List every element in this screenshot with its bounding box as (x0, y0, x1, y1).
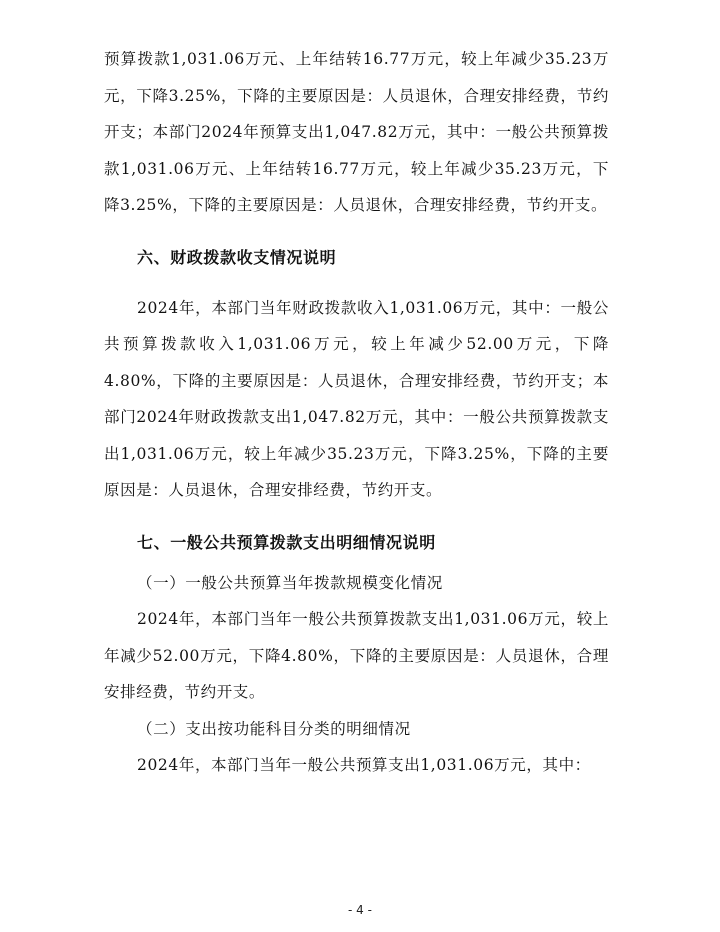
document-page (104, 0, 609, 784)
paragraph-subsection-2: 2024年，本部门当年一般公共预算支出1,031.06万元，其中： (137, 756, 591, 774)
section-heading-6: 六、财政拨款收支情况说明 (137, 247, 337, 267)
paragraph-continuation: 预算拨款1,031.06万元、上年结转16.77万元，较上年减少35.23万元，下降3.25%，下降的主要原因是：人员退休，合理安排经费，节约开支；本部门2024年预算支出1,047.82万元，其中：一般公共预算拨款1,031.06万元、上年结转16.77万元，较上年减少35.23万元，下降3.25%，下降的主要原因是：人员退休，合理安排经费，节约开支。 (104, 50, 609, 214)
section-heading-7: 七、一般公共预算拨款支出明细情况说明 (137, 532, 436, 552)
paragraph-section-6: 2024年，本部门当年财政拨款收入1,031.06万元，其中：一般公共预算拨款收入1,031.06万元，较上年减少52.00万元，下降4.80%，下降的主要原因是：人员退休，合理安排经费，节约开支；本部门2024年财政拨款支出1,047.82万元，其中：一般公共预算拨款支出1,031.06万元，较上年减少35.23万元，下降3.25%，下降的主要原因是：人员退休，合理安排经费，节约开支。 (104, 298, 609, 499)
paragraph-subsection-1: 2024年，本部门当年一般公共预算拨款支出1,031.06万元，较上年减少52.00万元，下降4.80%，下降的主要原因是：人员退休，合理安排经费，节约开支。 (104, 610, 609, 701)
subsection-heading-2: （二）支出按功能科目分类的明细情况 (137, 719, 411, 738)
subsection-heading-1: （一）一般公共预算当年拨款规模变化情况 (137, 573, 443, 592)
page-number: - 4 - (348, 903, 372, 917)
